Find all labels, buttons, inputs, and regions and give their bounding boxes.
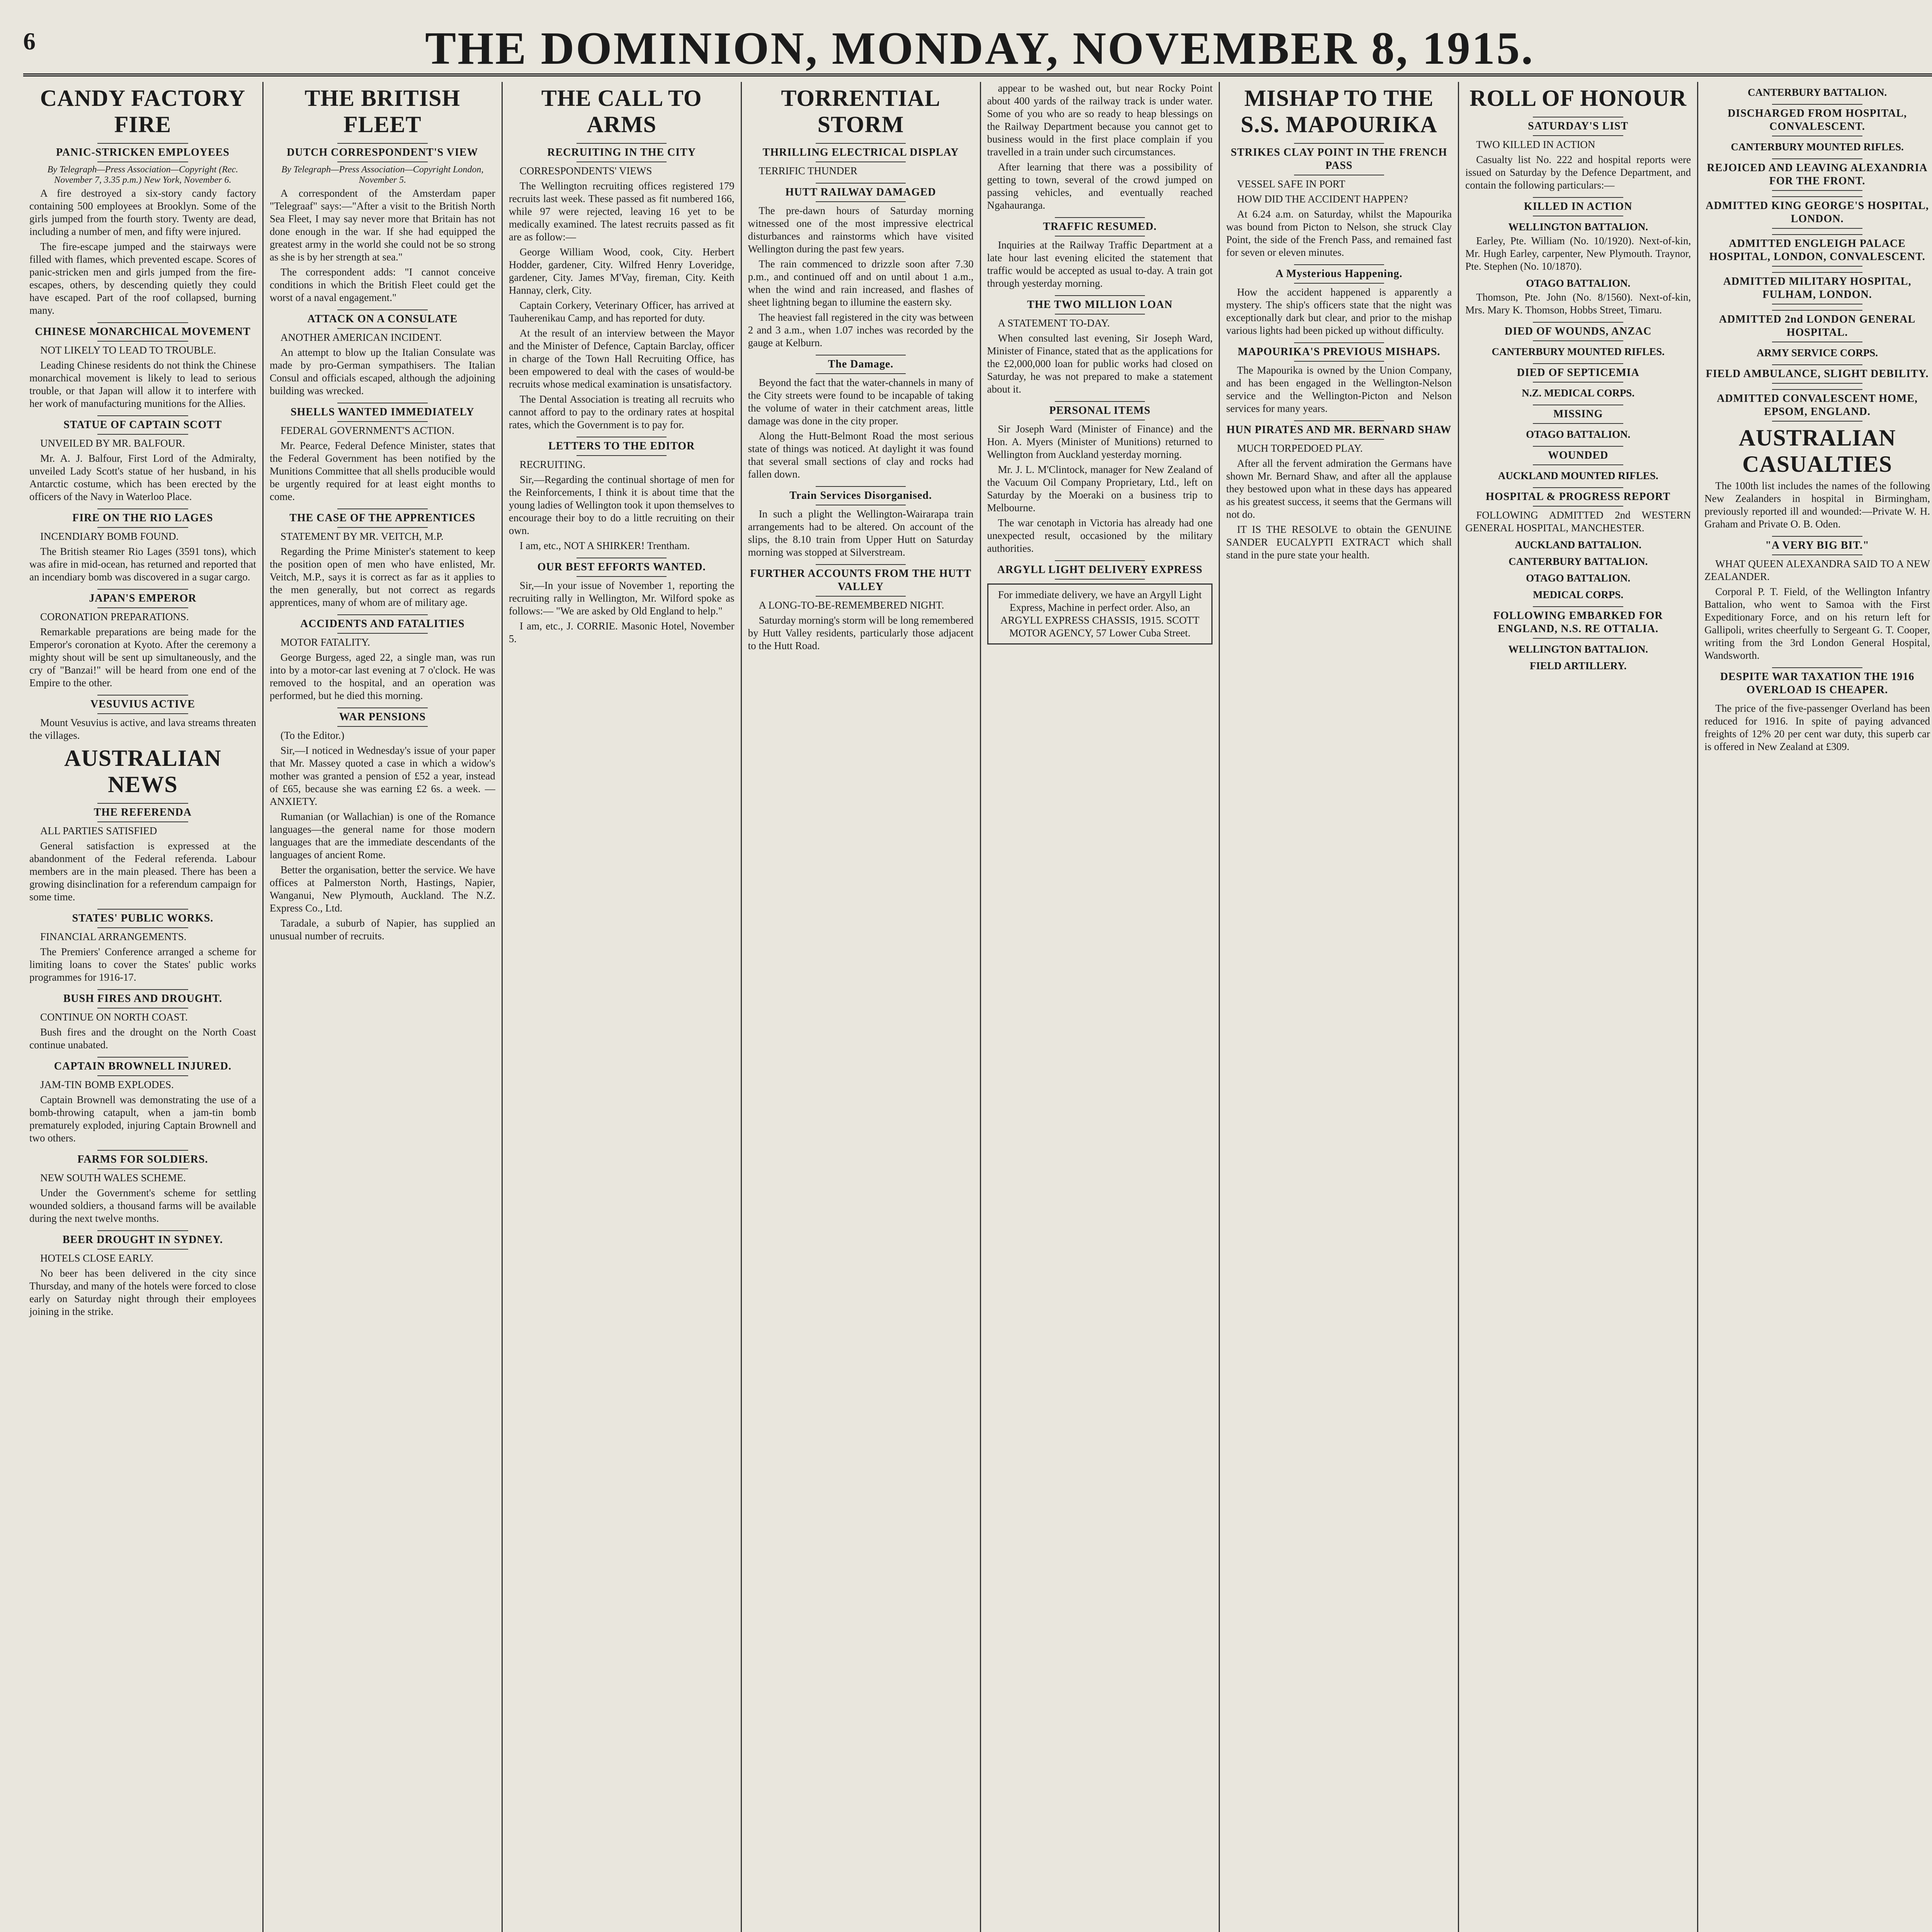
article-paragraph: A LONG-TO-BE-REMEMBERED NIGHT. — [759, 599, 944, 611]
article-paragraph: RECRUITING. — [519, 459, 585, 470]
article-subhead: The Damage. — [748, 355, 974, 374]
article-subhead: KILLED IN ACTION — [1465, 197, 1691, 216]
unit-heading: AUCKLAND BATTALION. — [1515, 539, 1641, 551]
article-paragraph: General satisfaction is expressed at the abandonment of the Federal referenda. Labour members are in the main pleased. There has been a growing disinclination for a referendum campaign for some time. — [29, 840, 256, 903]
article-subhead: THE REFERENDA — [29, 803, 256, 822]
columns — [23, 82, 1932, 1932]
page-title: THE DOMINION, MONDAY, NOVEMBER 8, 1915. — [425, 22, 1534, 74]
article-paragraph: Mr. Pearce, Federal Defence Minister, states that the Federal Government has been notified by the Munitions Committee that all shells producible would be urgently required for at least eight months to come. — [269, 440, 495, 502]
article-subhead: SATURDAY'S LIST — [1465, 117, 1691, 136]
column-col7 — [1458, 82, 1697, 1932]
article-paragraph: FINANCIAL ARRANGEMENTS. — [40, 931, 187, 942]
article-subhead: ATTACK ON A CONSULATE — [270, 310, 495, 329]
article-subhead: STRIKES CLAY POINT IN THE FRENCH PASS — [1226, 143, 1452, 175]
article-subhead: LETTERS TO THE EDITOR — [509, 437, 735, 456]
article-subhead: TRAFFIC RESUMED. — [987, 217, 1213, 236]
article-paragraph: No beer has been delivered in the city since Thursday, and many of the hotels were forced to close early on Saturday night through their employees joining in the strike. — [29, 1267, 256, 1317]
article-paragraph: appear to be washed out, but near Rocky Point about 400 yards of the railway track is under water. Some of you who are so ready to heap blessings on the Railway Department because you cannot get to business would in the first place complain if you travelled in a train under such circumstances. — [987, 82, 1213, 158]
column-col6 — [1219, 82, 1458, 1932]
article-subhead: RECRUITING IN THE CITY — [509, 143, 735, 162]
article-paragraph: A correspondent of the Amsterdam paper "Telegraaf" says:—"After a visit to the British North Sea Fleet, I may say never more that Britain has not done enough in the war. If she had equipped the greatest army in the world she could not be so strong as she is by her strength at sea." — [269, 187, 495, 263]
article-paragraph: Sir Joseph Ward (Minister of Finance) and the Hon. A. Myers (Minister of Munitions) returned to Wellington from Auckland yesterday morning. — [987, 423, 1213, 460]
article-paragraph: An attempt to blow up the Italian Consulate was made by pro-German sympathisers. The Italian Consul and officials escaped, although the adjoining building was wrecked. — [269, 347, 495, 396]
article-paragraph: I am, etc., J. CORRIE. Masonic Hotel, November 5. — [509, 620, 735, 645]
article-subhead: ADMITTED ENGLEIGH PALACE HOSPITAL, LONDON, CONVALESCENT. — [1704, 234, 1930, 267]
article-subhead: MISSING — [1465, 405, 1691, 424]
article-paragraph: George William Wood, cook, City. Herbert Hodder, gardener, City. Wilfred Henry Loveridge, gardener, City. James M'Vay, fireman, City. Keith Hannay, clerk, City. — [509, 246, 735, 296]
article-paragraph: Along the Hutt-Belmont Road the most serious state of things was noticed. At daylight it was found that several small sections of clay and rocks had fallen down. — [748, 430, 974, 480]
article-headline: THE BRITISH FLEET — [304, 85, 461, 137]
advertisement: For immediate delivery, we have an Argyll Light Express, Machine in perfect order. Also, an ARGYLL EXPRESS CHASSIS, 1915. SCOTT MOTOR AGENCY, 57 Lower Cuba Street. — [987, 583, 1213, 645]
article-paragraph: CONTINUE ON NORTH COAST. — [40, 1011, 188, 1023]
column-col3 — [502, 82, 741, 1932]
article-subhead: HUN PIRATES AND MR. BERNARD SHAW — [1226, 420, 1452, 440]
article-subhead: MAPOURIKA'S PREVIOUS MISHAPS. — [1226, 342, 1452, 362]
article-paragraph: Captain Brownell was demonstrating the use of a bomb-throwing catapult, when a jam-tin bomb prematurely exploded, injuring Captain Brownell and two others. — [29, 1094, 256, 1144]
article-subhead: ADMITTED CONVALESCENT HOME, EPSOM, ENGLAND. — [1704, 389, 1930, 422]
article-paragraph: Mr. J. L. M'Clintock, manager for New Zealand of the Vacuum Oil Company Proprietary, Ltd., left on Saturday by the Moeraki on a business trip to Melbourne. — [987, 464, 1213, 514]
article-paragraph: The Mapourika is owned by the Union Company, and has been engaged in the Wellington-Nelson service and the Wellington-Picton and Nelson services for many years. — [1226, 364, 1452, 414]
article-paragraph: HOTELS CLOSE EARLY. — [40, 1252, 154, 1264]
article-subhead: FIELD AMBULANCE, SLIGHT DEBILITY. — [1704, 364, 1930, 384]
article-subhead: REJOICED AND LEAVING ALEXANDRIA FOR THE FRONT. — [1704, 158, 1930, 191]
article-paragraph: The price of the five-passenger Overland has been reduced for 1916. In spite of paying advanced freights of 12% 20 per cent war duty, this superb car is offered in New Zealand at £309. — [1704, 702, 1930, 752]
article-paragraph: Captain Corkery, Veterinary Officer, has arrived at Tauherenikau Camp, and has reported for duty. — [509, 299, 735, 324]
article-paragraph: TERRIFIC THUNDER — [759, 165, 857, 177]
article-paragraph: MUCH TORPEDOED PLAY. — [1237, 442, 1363, 454]
article-paragraph: NEW SOUTH WALES SCHEME. — [40, 1172, 186, 1184]
article-subhead: PANIC-STRICKEN EMPLOYEES — [29, 143, 256, 162]
page-number: 6 — [23, 27, 36, 55]
article-subhead: Train Services Disorganised. — [748, 486, 974, 505]
unit-heading: OTAGO BATTALION. — [1526, 429, 1631, 440]
article-paragraph: FOLLOWING ADMITTED 2nd WESTERN GENERAL HOSPITAL, MANCHESTER. — [1465, 509, 1691, 534]
article-paragraph: TWO KILLED IN ACTION — [1476, 139, 1595, 150]
article-headline: TORRENTIAL STORM — [781, 85, 940, 137]
article-subhead: WOUNDED — [1465, 446, 1691, 465]
unit-heading: N.Z. MEDICAL CORPS. — [1522, 387, 1635, 399]
article-headline: THE CALL TO ARMS — [541, 85, 702, 137]
article-subhead: ADMITTED KING GEORGE'S HOSPITAL, LONDON. — [1704, 196, 1930, 229]
unit-heading: CANTERBURY MOUNTED RIFLES. — [1731, 141, 1904, 153]
article-paragraph: Better the organisation, better the service. We have offices at Palmerston North, Hastings, Napier, Wanganui, New Plymouth, Auckland. The N.Z. Express Co., Ltd. — [269, 864, 495, 914]
article-paragraph: Regarding the Prime Minister's statement to keep the position open of men who have enlisted, Mr. Veitch, M.P., says it is correct as far as it applies to the men generally, but not correct as regards apprentices, many of whom are of military age. — [269, 546, 495, 608]
column-col2 — [262, 82, 502, 1932]
article-paragraph: Remarkable preparations are being made for the Emperor's coronation at Kyoto. After the ceremony a mighty shout will be sent up simultaneously, and the cry of "Banzai!" will be heard from one end of the Empire to the other. — [29, 626, 256, 689]
article-subhead: DISCHARGED FROM HOSPITAL, CONVALESCENT. — [1704, 104, 1930, 136]
article-paragraph: How the accident happened is apparently a mystery. The ship's officers state that the night was exceptionally dark but clear, and prior to the mishap various lights had been picked up without difficulty. — [1226, 286, 1452, 336]
article-paragraph: Taradale, a suburb of Napier, has supplied an unusual number of recruits. — [269, 917, 495, 942]
article-subhead: THRILLING ELECTRICAL DISPLAY — [748, 143, 974, 162]
article-subhead: VESUVIUS ACTIVE — [29, 695, 256, 714]
article-paragraph: ALL PARTIES SATISFIED — [40, 825, 157, 837]
article-subhead: "A VERY BIG BIT." — [1704, 536, 1930, 555]
article-subhead: FIRE ON THE RIO LAGES — [29, 509, 256, 528]
article-subhead: A Mysterious Happening. — [1226, 264, 1452, 284]
article-paragraph: A STATEMENT TO-DAY. — [998, 317, 1110, 329]
article-paragraph: The rain commenced to drizzle soon after 7.30 p.m., and continued off and on until about 1 a.m., when the wind and rain increased, and flashes of sheet lightning began to illumine the eastern sky. — [748, 258, 974, 308]
article-paragraph: CORRESPONDENTS' VIEWS — [519, 165, 652, 177]
article-subhead: WAR PENSIONS — [270, 707, 495, 727]
article-paragraph: Sir,—I noticed in Wednesday's issue of your paper that Mr. Massey quoted a case in which a widow's mother was granted a pension of £52 a year, instead of £65, because she was earning £2 6s. a week. — ANXIETY. — [269, 745, 495, 807]
unit-heading: ARMY SERVICE CORPS. — [1757, 347, 1878, 359]
article-subhead: ADMITTED MILITARY HOSPITAL, FULHAM, LONDON. — [1704, 272, 1930, 304]
article-subhead: THE TWO MILLION LOAN — [987, 295, 1213, 315]
article-paragraph: A fire destroyed a six-story candy factory containing 500 employees at Brooklyn. Some of the girls jumped from the fourth story. Twenty are dead, including a number of men, and fifty were injured. — [29, 187, 256, 237]
article-subhead: ACCIDENTS AND FATALITIES — [270, 614, 495, 634]
article-headline: ROLL OF HONOUR — [1469, 85, 1687, 111]
article-paragraph: Mount Vesuvius is active, and lava streams threaten the villages. — [29, 717, 256, 741]
article-paragraph: Saturday morning's storm will be long remembered by Hutt Valley residents, particularly those adjacent to the Hutt Road. — [748, 614, 974, 651]
article-subhead: SHELLS WANTED IMMEDIATELY — [270, 403, 495, 422]
article-paragraph: Leading Chinese residents do not think the Chinese monarchical movement is likely to lead to serious trouble, or that Japan will allow it to interfere with her work of manufacturing munitions for the Allies. — [29, 359, 256, 409]
article-paragraph: George Burgess, aged 22, a single man, was run into by a motor-car last evening at 7 o'clock. He was removed to the hospital, and an operation was performed, but he died this morning. — [269, 651, 495, 701]
article-subhead: BEER DROUGHT IN SYDNEY. — [29, 1230, 256, 1250]
article-subhead: DESPITE WAR TAXATION THE 1916 OVERLOAD IS CHEAPER. — [1704, 667, 1930, 700]
masthead — [23, 15, 1932, 77]
article-subhead: HUTT RAILWAY DAMAGED — [748, 183, 974, 202]
article-subhead: THE CASE OF THE APPRENTICES — [270, 509, 495, 528]
article-paragraph: Corporal P. T. Field, of the Wellington Infantry Battalion, who went to Samoa with the First Expeditionary Force, and on his return left for Gallipoli, writes cheerfully to Sergeant G. T. Cooper, writing from the 3rd London General Hospital, Wandsworth. — [1704, 586, 1930, 661]
article-paragraph: Thomson, Pte. John (No. 8/1560). Next-of-kin, Mrs. Mary K. Thomson, Hobbs Street, Timaru. — [1465, 291, 1691, 316]
article-paragraph: The correspondent adds: "I cannot conceive conditions in which the British Fleet could get the worst of a naval engagement." — [269, 266, 495, 303]
article-paragraph: ANOTHER AMERICAN INCIDENT. — [280, 332, 442, 343]
article-headline: AUSTRALIAN NEWS — [64, 745, 221, 797]
article-subhead: DIED OF SEPTICEMIA — [1465, 363, 1691, 383]
article-subhead: ARGYLL LIGHT DELIVERY EXPRESS — [987, 560, 1213, 580]
unit-heading: OTAGO BATTALION. — [1526, 277, 1631, 289]
article-paragraph: FEDERAL GOVERNMENT'S ACTION. — [280, 425, 454, 436]
article-subhead: FURTHER ACCOUNTS FROM THE HUTT VALLEY — [748, 564, 974, 597]
column-col4 — [741, 82, 980, 1932]
article-paragraph: After learning that there was a possibility of getting to town, several of the crowd jumped on passing vehicles, and eventually reached Ngahauranga. — [987, 161, 1213, 211]
article-paragraph: The Premiers' Conference arranged a scheme for limiting loans to cover the States' public works programmes for 1916-17. — [29, 946, 256, 983]
article-paragraph: MOTOR FATALITY. — [280, 636, 370, 648]
unit-heading: OTAGO BATTALION. — [1526, 572, 1631, 584]
article-paragraph: Bush fires and the drought on the North Coast continue unabated. — [29, 1026, 256, 1051]
article-paragraph: Mr. A. J. Balfour, First Lord of the Admiralty, unveiled Lady Scott's statue of her husband, in his Antarctic costume, which has been erected by the officers of the Navy in Waterloo Place. — [29, 452, 256, 502]
article-paragraph: HOW DID THE ACCIDENT HAPPEN? — [1237, 193, 1408, 205]
article-subhead: PERSONAL ITEMS — [987, 401, 1213, 420]
article-paragraph: (To the Editor.) — [280, 730, 345, 741]
unit-heading: FIELD ARTILLERY. — [1529, 660, 1627, 672]
unit-heading: MEDICAL CORPS. — [1533, 589, 1624, 600]
article-subhead: HOSPITAL & PROGRESS REPORT — [1465, 487, 1691, 507]
article-paragraph: IT IS THE RESOLVE to obtain the GENUINE SANDER EUCALYPTI EXTRACT which shall stand in the pure state your health. — [1226, 524, 1452, 561]
article-subhead: JAPAN'S EMPEROR — [29, 589, 256, 608]
article-subhead: DIED OF WOUNDS, ANZAC — [1465, 322, 1691, 341]
article-subhead: CAPTAIN BROWNELL INJURED. — [29, 1057, 256, 1076]
unit-heading: WELLINGTON BATTALION. — [1508, 221, 1648, 233]
article-paragraph: The heaviest fall registered in the city was between 2 and 3 a.m., when 1.07 inches was recorded by the gauge at Kelburn. — [748, 311, 974, 349]
article-paragraph: The 100th list includes the names of the following New Zealanders in hospital in Birmingham, previously reported ill and wounded:—Private W. H. Graham and Private O. B. Oden. — [1704, 480, 1930, 530]
article-paragraph: NOT LIKELY TO LEAD TO TROUBLE. — [40, 344, 216, 356]
article-paragraph: After all the fervent admiration the Germans have shown Mr. Bernard Shaw, and after all the applause they bestowed upon what in these days has appeared as his greatest success, it seems that the Germans will not do. — [1226, 457, 1452, 520]
article-paragraph: At 6.24 a.m. on Saturday, whilst the Mapourika was bound from Picton to Nelson, she struck Clay Point, the side of the French Pass, and remained fast for seven or eleven minutes. — [1226, 208, 1452, 258]
article-paragraph: The pre-dawn hours of Saturday morning witnessed one of the most impressive electrical disturbances and rainstorms which have visited Wellington during the past few years. — [748, 205, 974, 255]
unit-heading: CANTERBURY BATTALION. — [1748, 87, 1887, 98]
unit-heading: AUCKLAND MOUNTED RIFLES. — [1498, 470, 1658, 481]
article-paragraph: When consulted last evening, Sir Joseph Ward, Minister of Finance, stated that as the applications for the £2,000,000 loan for public works had closed on Saturday, he was not prepared to make a statement about it. — [987, 332, 1213, 395]
article-paragraph: Earley, Pte. William (No. 10/1920). Next-of-kin, Mr. Hugh Earley, carpenter, New Plymouth. Traynor, Pte. Stephen (No. 10/1870). — [1465, 235, 1691, 272]
unit-heading: CANTERBURY MOUNTED RIFLES. — [1492, 346, 1665, 357]
article-paragraph: VESSEL SAFE IN PORT — [1237, 178, 1345, 190]
article-paragraph: The war cenotaph in Victoria has already had one unexpected result, occasioned by the military authorities. — [987, 517, 1213, 554]
article-subhead: CHINESE MONARCHICAL MOVEMENT — [29, 322, 256, 342]
article-paragraph: INCENDIARY BOMB FOUND. — [40, 531, 179, 542]
article-paragraph: JAM-TIN BOMB EXPLODES. — [40, 1079, 174, 1090]
article-subhead: ADMITTED 2nd LONDON GENERAL HOSPITAL. — [1704, 310, 1930, 342]
article-paragraph: The fire-escape jumped and the stairways were filled with flames, which prevented escape. Scores of panic-stricken men and girls jumped from the fire-escapes, others, by descending quietly they could have escaped. Part of the roof collapsed, burning many. — [29, 241, 256, 316]
article-paragraph: The Dental Association is treating all recruits who cannot afford to pay to the ordinary rates at hospital rates, which the Government is to pay for. — [509, 393, 735, 430]
article-paragraph: Sir,—Regarding the continual shortage of men for the Reinforcements, I think it is about time that the young ladies of Wellington took it upon themselves to encourage their boy to do a little recruiting on their own. — [509, 474, 735, 536]
article-paragraph: Sir,—In your issue of November 1, reporting the recruiting rally in Wellington, Mr. Wilford spoke as follows:— "We are asked by Old England to help." — [509, 580, 735, 617]
article-subhead: OUR BEST EFFORTS WANTED. — [509, 558, 735, 577]
article-paragraph: UNVEILED BY MR. BALFOUR. — [40, 437, 185, 449]
article-paragraph: The British steamer Rio Lages (3591 tons), which was afire in mid-ocean, has returned and reported that an incendiary bomb was discovered in a sugar cargo. — [29, 546, 256, 583]
article-paragraph: Rumanian (or Wallachian) is one of the Romance languages—the general name for those modern languages that are the immediate descendants of the languages of ancient Rome. — [269, 811, 495, 861]
article-paragraph: CORONATION PREPARATIONS. — [40, 611, 189, 622]
article-paragraph: At the result of an interview between the Mayor and the Minister of Defence, Captain Barclay, officer in charge of the Town Hall Recruiting Office, has been empowered to deal with the cases of would-be recruits whose medical examination is unsatisfactory. — [509, 327, 735, 390]
article-paragraph: I am, etc., NOT A SHIRKER! Trentham. — [519, 540, 690, 551]
article-paragraph: Casualty list No. 222 and hospital reports were issued on Saturday by the Defence Department, and contain the following particulars:— — [1465, 154, 1691, 191]
unit-heading: CANTERBURY BATTALION. — [1509, 556, 1648, 567]
article-paragraph: STATEMENT BY MR. VEITCH, M.P. — [280, 531, 444, 542]
article-paragraph: Beyond the fact that the water-channels in many of the City streets were found to be incapable of taking the volume of water in their catchment areas, little damage was done in the city proper. — [748, 377, 974, 427]
article-headline: MISHAP TO THE S.S. MAPOURIKA — [1240, 85, 1437, 137]
article-paragraph: WHAT QUEEN ALEXANDRA SAID TO A NEW ZEALANDER. — [1704, 558, 1930, 582]
article-paragraph: In such a plight the Wellington-Wairarapa train arrangements had to be altered. On account of the slips, the 8.10 train from Upper Hutt on Saturday morning was stopped at Silverstream. — [748, 508, 974, 558]
column-col8 — [1697, 82, 1932, 1932]
column-col5 — [980, 82, 1219, 1932]
article-paragraph: The Wellington recruiting offices registered 179 recruits last week. These passed as fit numbered 166, while 97 were rejected, leaving 16 yet to be medically examined. The latest recruits passed as fit are as follow:— — [509, 180, 735, 243]
article-subhead: FARMS FOR SOLDIERS. — [29, 1150, 256, 1169]
column-col1 — [23, 82, 262, 1932]
article-headline: CANDY FACTORY FIRE — [40, 85, 246, 137]
article-subhead: BUSH FIRES AND DROUGHT. — [29, 989, 256, 1009]
dateline: By Telegraph—Press Association—Copyright (Rec. November 7, 3.35 p.m.) New York, November 6. — [47, 165, 238, 185]
unit-heading: WELLINGTON BATTALION. — [1508, 643, 1648, 655]
article-paragraph: Inquiries at the Railway Traffic Department at a late hour last evening elicited the statement that traffic would be accepted as usual to-day. A train got through yesterday morning. — [987, 239, 1213, 289]
article-headline: AUSTRALIAN CASUALTIES — [1738, 425, 1896, 477]
article-subhead: DUTCH CORRESPONDENT'S VIEW — [270, 143, 495, 162]
dateline: By Telegraph—Press Association—Copyright London, November 5. — [281, 165, 484, 185]
article-subhead: STATES' PUBLIC WORKS. — [29, 909, 256, 928]
article-paragraph: Under the Government's scheme for settling wounded soldiers, a thousand farms will be available during the next twelve months. — [29, 1187, 256, 1224]
article-subhead: STATUE OF CAPTAIN SCOTT — [29, 415, 256, 435]
article-subhead: FOLLOWING EMBARKED FOR ENGLAND, N.S. RE OTTALIA. — [1465, 606, 1691, 639]
